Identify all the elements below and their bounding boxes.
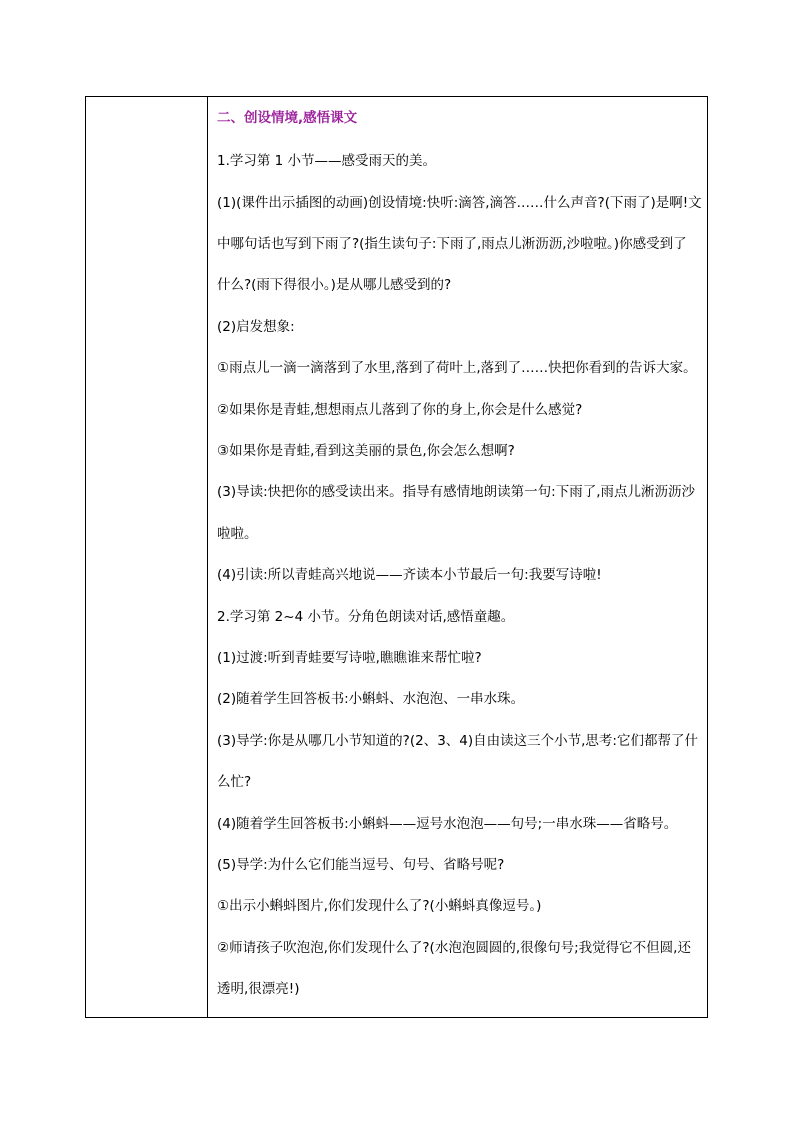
text-line: 1.学习第 1 小节——感受雨天的美。	[217, 153, 437, 169]
text-line: ②师请孩子吹泡泡,你们发现什么了?(水泡泡圆圆的,很像句号;我觉得它不但圆,还	[217, 940, 691, 956]
text-line: 透明,很漂亮!)	[217, 981, 300, 997]
text-line: (5)导学:为什么它们能当逗号、句号、省略号呢?	[217, 857, 505, 873]
text-line: (2)启发想象:	[217, 319, 295, 335]
text-line: 啦啦。	[217, 526, 258, 542]
text-line: (3)导学:你是从哪几小节知道的?(2、3、4)自由读这三个小节,思考:它们都帮了什	[217, 733, 698, 749]
text-line: (1)过渡:听到青蛙要写诗啦,瞧瞧谁来帮忙啦?	[217, 650, 482, 666]
text-line: ①雨点儿一滴一滴落到了水里,落到了荷叶上,落到了……快把你看到的告诉大家。	[217, 360, 697, 376]
text-line: ③如果你是青蛙,看到这美丽的景色,你会怎么想啊?	[217, 443, 515, 459]
text-line: (1)(课件出示插图的动画)创设情境:快听:滴答,滴答……什么声音?(下雨了)是啊!文	[217, 195, 702, 211]
text-line: (2)随着学生回答板书:小蝌蚪、水泡泡、一串水珠。	[217, 691, 525, 707]
text-line: (3)导读:快把你的感受读出来。指导有感情地朗读第一句:下雨了,雨点儿淅沥沥沙	[217, 484, 696, 500]
text-line: 什么?(雨下得很小。)是从哪儿感受到的?	[217, 277, 452, 293]
text-line: 2.学习第 2~4 小节。分角色朗读对话,感悟童趣。	[217, 609, 515, 625]
text-line: 么忙?	[217, 774, 252, 790]
text-line: (4)随着学生回答板书:小蝌蚪——逗号水泡泡——句号;一串水珠——省略号。	[217, 816, 678, 832]
text-line: (4)引读:所以青蛙高兴地说——齐读本小节最后一句:我要写诗啦!	[217, 567, 602, 583]
text-line: 中哪句话也写到下雨了?(指生读句子:下雨了,雨点儿淅沥沥,沙啦啦。)你感受到了	[217, 236, 687, 252]
text-line: ①出示小蝌蚪图片,你们发现什么了?(小蝌蚪真像逗号。)	[217, 898, 542, 914]
section-heading: 二、创设情境,感悟课文	[217, 110, 358, 126]
text-line: ②如果你是青蛙,想想雨点儿落到了你的身上,你会是什么感觉?	[217, 402, 583, 418]
table-left-cell	[86, 97, 208, 1017]
